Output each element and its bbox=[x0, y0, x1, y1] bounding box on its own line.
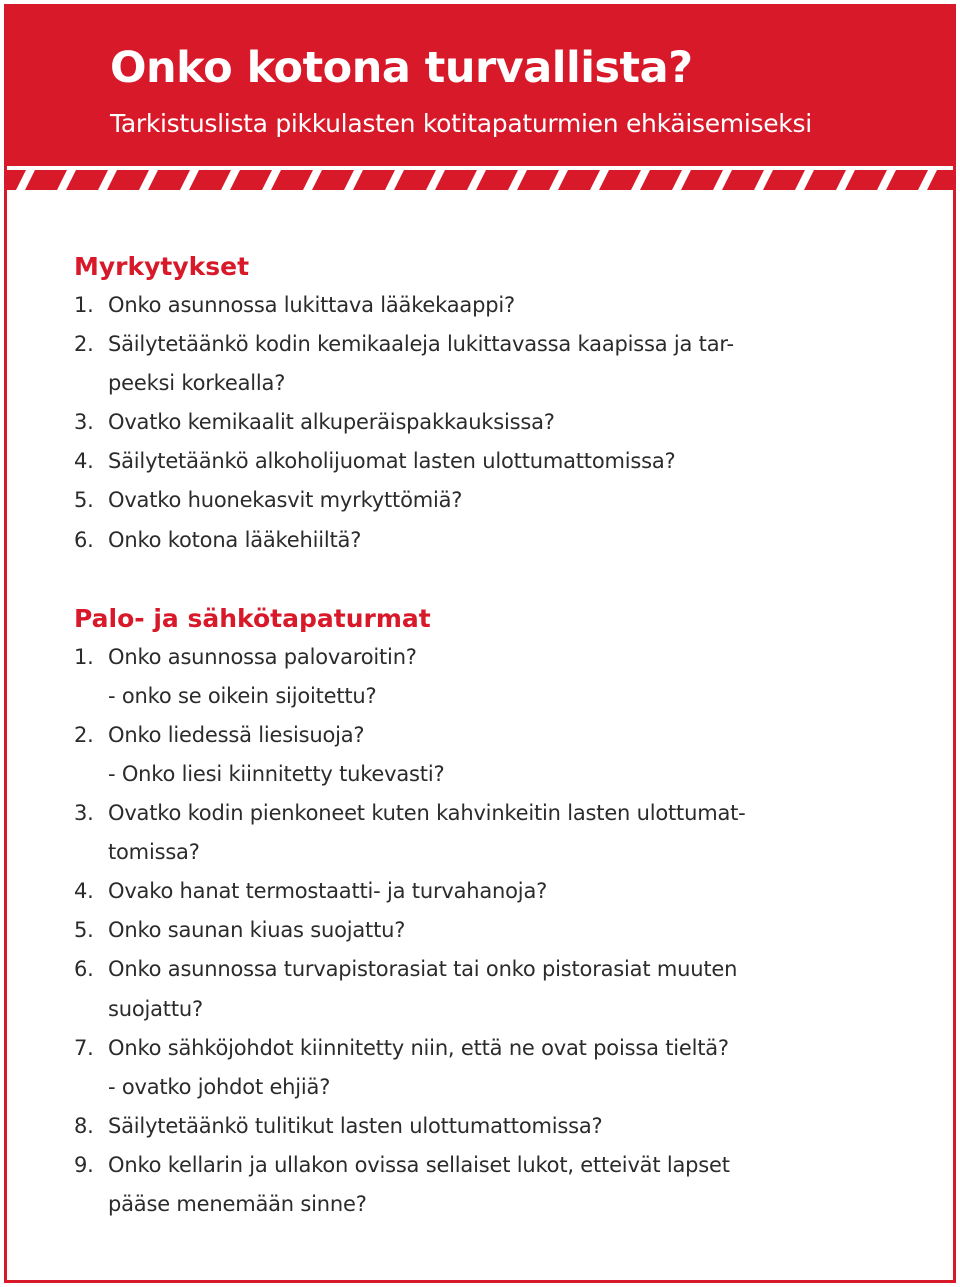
item-text: Ovatko huonekasvit myrkyttömiä? bbox=[108, 488, 463, 513]
list-item bbox=[74, 1146, 894, 1185]
item-text: Onko kotona lääkehiiltä? bbox=[108, 527, 362, 552]
stripe-segment bbox=[886, 170, 928, 190]
section-fire-electric bbox=[74, 599, 894, 1224]
item-text: Onko kellarin ja ullakon ovissa sellaiset lukot, etteivät lapset bbox=[108, 1152, 730, 1177]
list-item bbox=[74, 442, 894, 481]
stripe-segment bbox=[66, 170, 108, 190]
header-banner bbox=[4, 4, 956, 166]
item-text: Onko asunnossa palovaroitin? bbox=[108, 644, 417, 669]
stripe-segment bbox=[722, 170, 764, 190]
list-item bbox=[74, 872, 894, 911]
list-item bbox=[74, 833, 894, 872]
item-number bbox=[74, 990, 108, 1029]
item-number: 1. bbox=[74, 293, 94, 317]
item-text: Säilytetäänkö tulitikut lasten ulottumattomissa? bbox=[108, 1113, 603, 1138]
stripe-segment bbox=[189, 170, 231, 190]
item-text: peeksi korkealla? bbox=[108, 371, 286, 396]
item-number bbox=[74, 1185, 108, 1224]
item-text: Onko asunnossa lukittava lääkekaappi? bbox=[108, 293, 515, 317]
stripe-segment bbox=[558, 170, 600, 190]
list-item bbox=[74, 1185, 894, 1224]
stripe-segment bbox=[312, 170, 354, 190]
item-number: 8. bbox=[74, 1113, 94, 1138]
item-text: Onko liedessä liesisuoja? bbox=[108, 722, 365, 747]
list-item bbox=[74, 481, 894, 520]
item-text: Onko sähköjohdot kiinnitetty niin, että ne ovat poissa tieltä? bbox=[108, 1035, 729, 1060]
list-item bbox=[74, 1068, 894, 1107]
section-title: Myrkytykset bbox=[74, 252, 250, 281]
stripe-segment bbox=[681, 170, 723, 190]
item-text: Säilytetäänkö alkoholijuomat lasten ulottumattomissa? bbox=[108, 449, 676, 474]
list-item bbox=[74, 521, 894, 560]
item-text: suojattu? bbox=[108, 996, 203, 1021]
stripe-segment bbox=[845, 170, 887, 190]
item-text: Ovatko kemikaalit alkuperäispakkauksissa? bbox=[108, 410, 555, 435]
item-number: 1. bbox=[74, 644, 94, 669]
item-text: Onko asunnossa turvapistorasiat tai onko pistorasiat muuten bbox=[108, 957, 738, 982]
list-item bbox=[74, 1029, 894, 1068]
item-number: 5. bbox=[74, 488, 94, 513]
list-item bbox=[74, 911, 894, 950]
list-item bbox=[74, 677, 894, 716]
item-text: Ovatko kodin pienkoneet kuten kahvinkeitin lasten ulottumat- bbox=[108, 801, 746, 826]
item-text: pääse menemään sinne? bbox=[108, 1191, 367, 1216]
list-item bbox=[74, 638, 894, 677]
list-item bbox=[74, 990, 894, 1029]
page-title: Onko kotona turvallista? bbox=[110, 43, 693, 93]
list-item bbox=[74, 755, 894, 794]
stripe-segment bbox=[640, 170, 682, 190]
item-number: 4. bbox=[74, 879, 94, 904]
section-title: Palo- ja sähkötapaturmat bbox=[74, 603, 431, 633]
stripe-segment bbox=[4, 170, 26, 190]
item-text: tomissa? bbox=[108, 840, 200, 865]
item-text: - ovatko johdot ehjiä? bbox=[108, 1074, 331, 1099]
stripe-segment bbox=[107, 170, 149, 190]
item-number: 6. bbox=[74, 527, 94, 552]
stripe-segment bbox=[148, 170, 190, 190]
checklist-content bbox=[74, 247, 894, 1224]
item-text: Ovako hanat termostaatti- ja turvahanoja? bbox=[108, 879, 548, 904]
list-item bbox=[74, 716, 894, 755]
list-item bbox=[74, 1107, 894, 1146]
item-number: 5. bbox=[74, 918, 94, 943]
stripe-segment bbox=[25, 170, 67, 190]
page-subtitle: Tarkistuslista pikkulasten kotitapaturmien ehkäisemiseksi bbox=[110, 109, 812, 138]
checklist-list bbox=[74, 286, 894, 560]
striped-divider bbox=[4, 170, 956, 190]
item-number bbox=[74, 364, 108, 403]
section-spacer bbox=[74, 560, 894, 599]
item-number: 3. bbox=[74, 410, 94, 435]
stripe-segment bbox=[599, 170, 641, 190]
stripe-segment bbox=[353, 170, 395, 190]
item-number bbox=[74, 677, 108, 716]
stripe-segment bbox=[230, 170, 272, 190]
stripe-segment bbox=[927, 170, 956, 190]
item-text: - onko se oikein sijoitettu? bbox=[108, 683, 377, 708]
list-item bbox=[74, 950, 894, 989]
stripe-segment bbox=[763, 170, 805, 190]
list-item bbox=[74, 364, 894, 403]
item-number bbox=[74, 833, 108, 872]
item-number: 2. bbox=[74, 722, 94, 747]
list-item bbox=[74, 403, 894, 442]
item-text: - Onko liesi kiinnitetty tukevasti? bbox=[108, 761, 445, 786]
list-item bbox=[74, 286, 894, 325]
item-number bbox=[74, 755, 108, 794]
stripe-segment bbox=[394, 170, 436, 190]
item-text: Säilytetäänkö kodin kemikaaleja lukittavassa kaapissa ja tar- bbox=[108, 332, 734, 357]
item-number: 7. bbox=[74, 1035, 94, 1060]
section-poisonings bbox=[74, 247, 894, 560]
list-item bbox=[74, 325, 894, 364]
item-number: 9. bbox=[74, 1152, 94, 1177]
item-number: 2. bbox=[74, 332, 94, 357]
item-number: 6. bbox=[74, 957, 94, 982]
stripe-segment bbox=[271, 170, 313, 190]
checklist-list bbox=[74, 638, 894, 1224]
item-number: 4. bbox=[74, 449, 94, 474]
item-text: Onko saunan kiuas suojattu? bbox=[108, 918, 406, 943]
stripe-segment bbox=[804, 170, 846, 190]
stripe-segment bbox=[435, 170, 477, 190]
list-item bbox=[74, 794, 894, 833]
item-number: 3. bbox=[74, 801, 94, 826]
item-number bbox=[74, 1068, 108, 1107]
stripe-segment bbox=[517, 170, 559, 190]
stripe-segment bbox=[476, 170, 518, 190]
